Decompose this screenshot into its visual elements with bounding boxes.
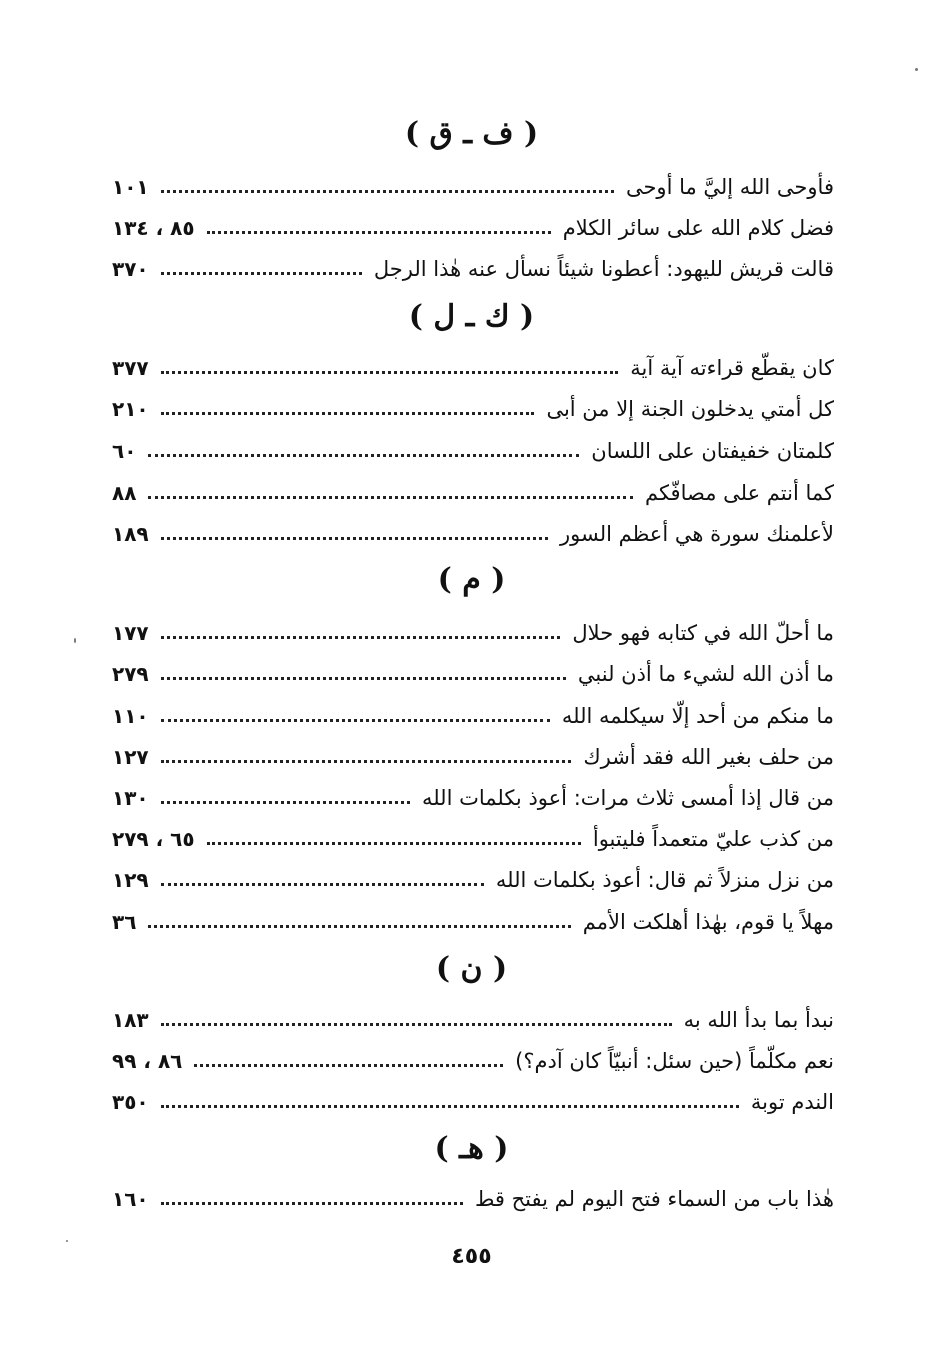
dot-leader <box>161 801 410 804</box>
entry-pages: ٣٧٧ <box>112 356 149 380</box>
entry-pages: ٨٥ ، ١٣٤ <box>112 216 195 240</box>
entry-text: كل أمتي يدخلون الجنة إلا من أبى <box>546 397 834 421</box>
dot-leader <box>161 719 550 722</box>
index-entry <box>112 349 834 387</box>
entry-pages: ١٨٣ <box>112 1008 149 1032</box>
index-entry <box>112 861 834 899</box>
index-entry <box>112 1001 834 1039</box>
entry-text: كما أنتم على مصافّكم <box>644 481 834 505</box>
entry-text: نبدأ بما بدأ الله به <box>683 1008 834 1032</box>
section-heading-mim: ( م ) <box>437 562 506 597</box>
section-heading-kaf-lam: ( ك ـ ل ) <box>408 299 535 334</box>
section-heading-nun: ( ن ) <box>435 951 508 986</box>
index-entry <box>112 390 834 428</box>
index-entry <box>112 1083 834 1121</box>
entry-pages: ١٨٩ <box>112 522 149 546</box>
entry-text: من كذب عليّ متعمداً فليتبوأ <box>592 827 834 851</box>
dot-leader <box>148 496 633 499</box>
dot-leader <box>207 231 551 234</box>
entry-text: من قال إذا أمسى ثلاث مرات: أعوذ بكلمات الله <box>421 786 834 810</box>
entry-text: ما أحلّ الله في كتابه فهو حلال <box>572 621 834 645</box>
index-entry <box>112 1180 834 1218</box>
index-entry <box>112 655 834 693</box>
entry-pages: ١٣٠ <box>112 786 149 810</box>
dot-leader <box>161 190 614 193</box>
index-entry <box>112 614 834 652</box>
index-entry <box>112 250 834 288</box>
section-heading-ha: ( هـ ) <box>434 1131 509 1166</box>
dot-leader <box>161 1023 672 1026</box>
dot-leader <box>161 1105 739 1108</box>
index-entry <box>112 168 834 206</box>
entry-pages: ٢٧٩ <box>112 662 149 686</box>
entry-pages: ١٠١ <box>112 175 149 199</box>
dot-leader <box>207 842 581 845</box>
index-entry <box>112 1042 834 1080</box>
entry-pages: ٨٦ ، ٩٩ <box>112 1049 183 1073</box>
entry-pages: ٦٠ <box>112 439 137 463</box>
dot-leader <box>161 677 566 680</box>
entry-text: من حلف بغير الله فقد أشرك <box>583 745 834 769</box>
dot-leader <box>148 925 570 928</box>
scan-speck <box>915 68 918 71</box>
entry-text: كلمتان خفيفتان على اللسان <box>591 439 834 463</box>
entry-text: الندم توبة <box>750 1090 834 1114</box>
dot-leader <box>161 412 535 415</box>
dot-leader <box>148 454 579 457</box>
scan-speck <box>74 638 76 643</box>
entry-pages: ١٦٠ <box>112 1187 149 1211</box>
dot-leader <box>161 760 572 763</box>
entry-pages: ٦٥ ، ٢٧٩ <box>112 827 195 851</box>
index-entry <box>112 697 834 735</box>
entry-text: ما منكم من أحد إلّا سيكلمه الله <box>561 704 834 728</box>
entry-text: فأوحى الله إليَّ ما أوحى <box>625 175 834 199</box>
dot-leader <box>161 371 619 374</box>
index-entry <box>112 432 834 470</box>
entry-text: قالت قريش لليهود: أعطونا شيئاً نسأل عنه هٰذا الرجل <box>373 257 834 281</box>
dot-leader <box>194 1064 503 1067</box>
index-entry <box>112 209 834 247</box>
index-entry <box>112 820 834 858</box>
entry-pages: ٨٨ <box>112 481 137 505</box>
index-entry <box>112 515 834 553</box>
entry-text: فضل كلام الله على سائر الكلام <box>562 216 834 240</box>
section-heading-fa-qaf: ( ف ـ ق ) <box>404 116 539 151</box>
index-entry <box>112 779 834 817</box>
entry-text: نعم مكلّماً (حين سئل: أنبيّاً كان آدم؟) <box>515 1049 834 1073</box>
entry-pages: ١٢٩ <box>112 868 149 892</box>
entry-pages: ١١٠ <box>112 704 149 728</box>
scan-speck <box>66 1240 68 1242</box>
index-entry <box>112 903 834 941</box>
index-entry <box>112 738 834 776</box>
entry-pages: ٢١٠ <box>112 397 149 421</box>
entry-text: من نزل منزلاً ثم قال: أعوذ بكلمات الله <box>495 868 834 892</box>
entry-text: هٰذا باب من السماء فتح اليوم لم يفتح قط <box>474 1187 834 1211</box>
page-number: ٤٥٥ <box>451 1244 492 1269</box>
entry-text: كان يقطّع قراءته آية آية <box>630 356 834 380</box>
dot-leader <box>161 883 484 886</box>
dot-leader <box>161 537 548 540</box>
entry-text: لأعلمنك سورة هي أعظم السور <box>559 522 834 546</box>
dot-leader <box>161 1202 463 1205</box>
entry-pages: ٣٧٠ <box>112 257 149 281</box>
entry-pages: ٣٦ <box>112 910 137 934</box>
entry-text: مهلاً يا قوم، بهٰذا أهلكت الأمم <box>582 910 834 934</box>
entry-pages: ١٧٧ <box>112 621 149 645</box>
entry-pages: ٣٥٠ <box>112 1090 149 1114</box>
dot-leader <box>161 272 362 275</box>
index-entry <box>112 474 834 512</box>
dot-leader <box>161 636 561 639</box>
entry-text: ما أذن الله لشيء ما أذن لنبي <box>577 662 834 686</box>
entry-pages: ١٢٧ <box>112 745 149 769</box>
